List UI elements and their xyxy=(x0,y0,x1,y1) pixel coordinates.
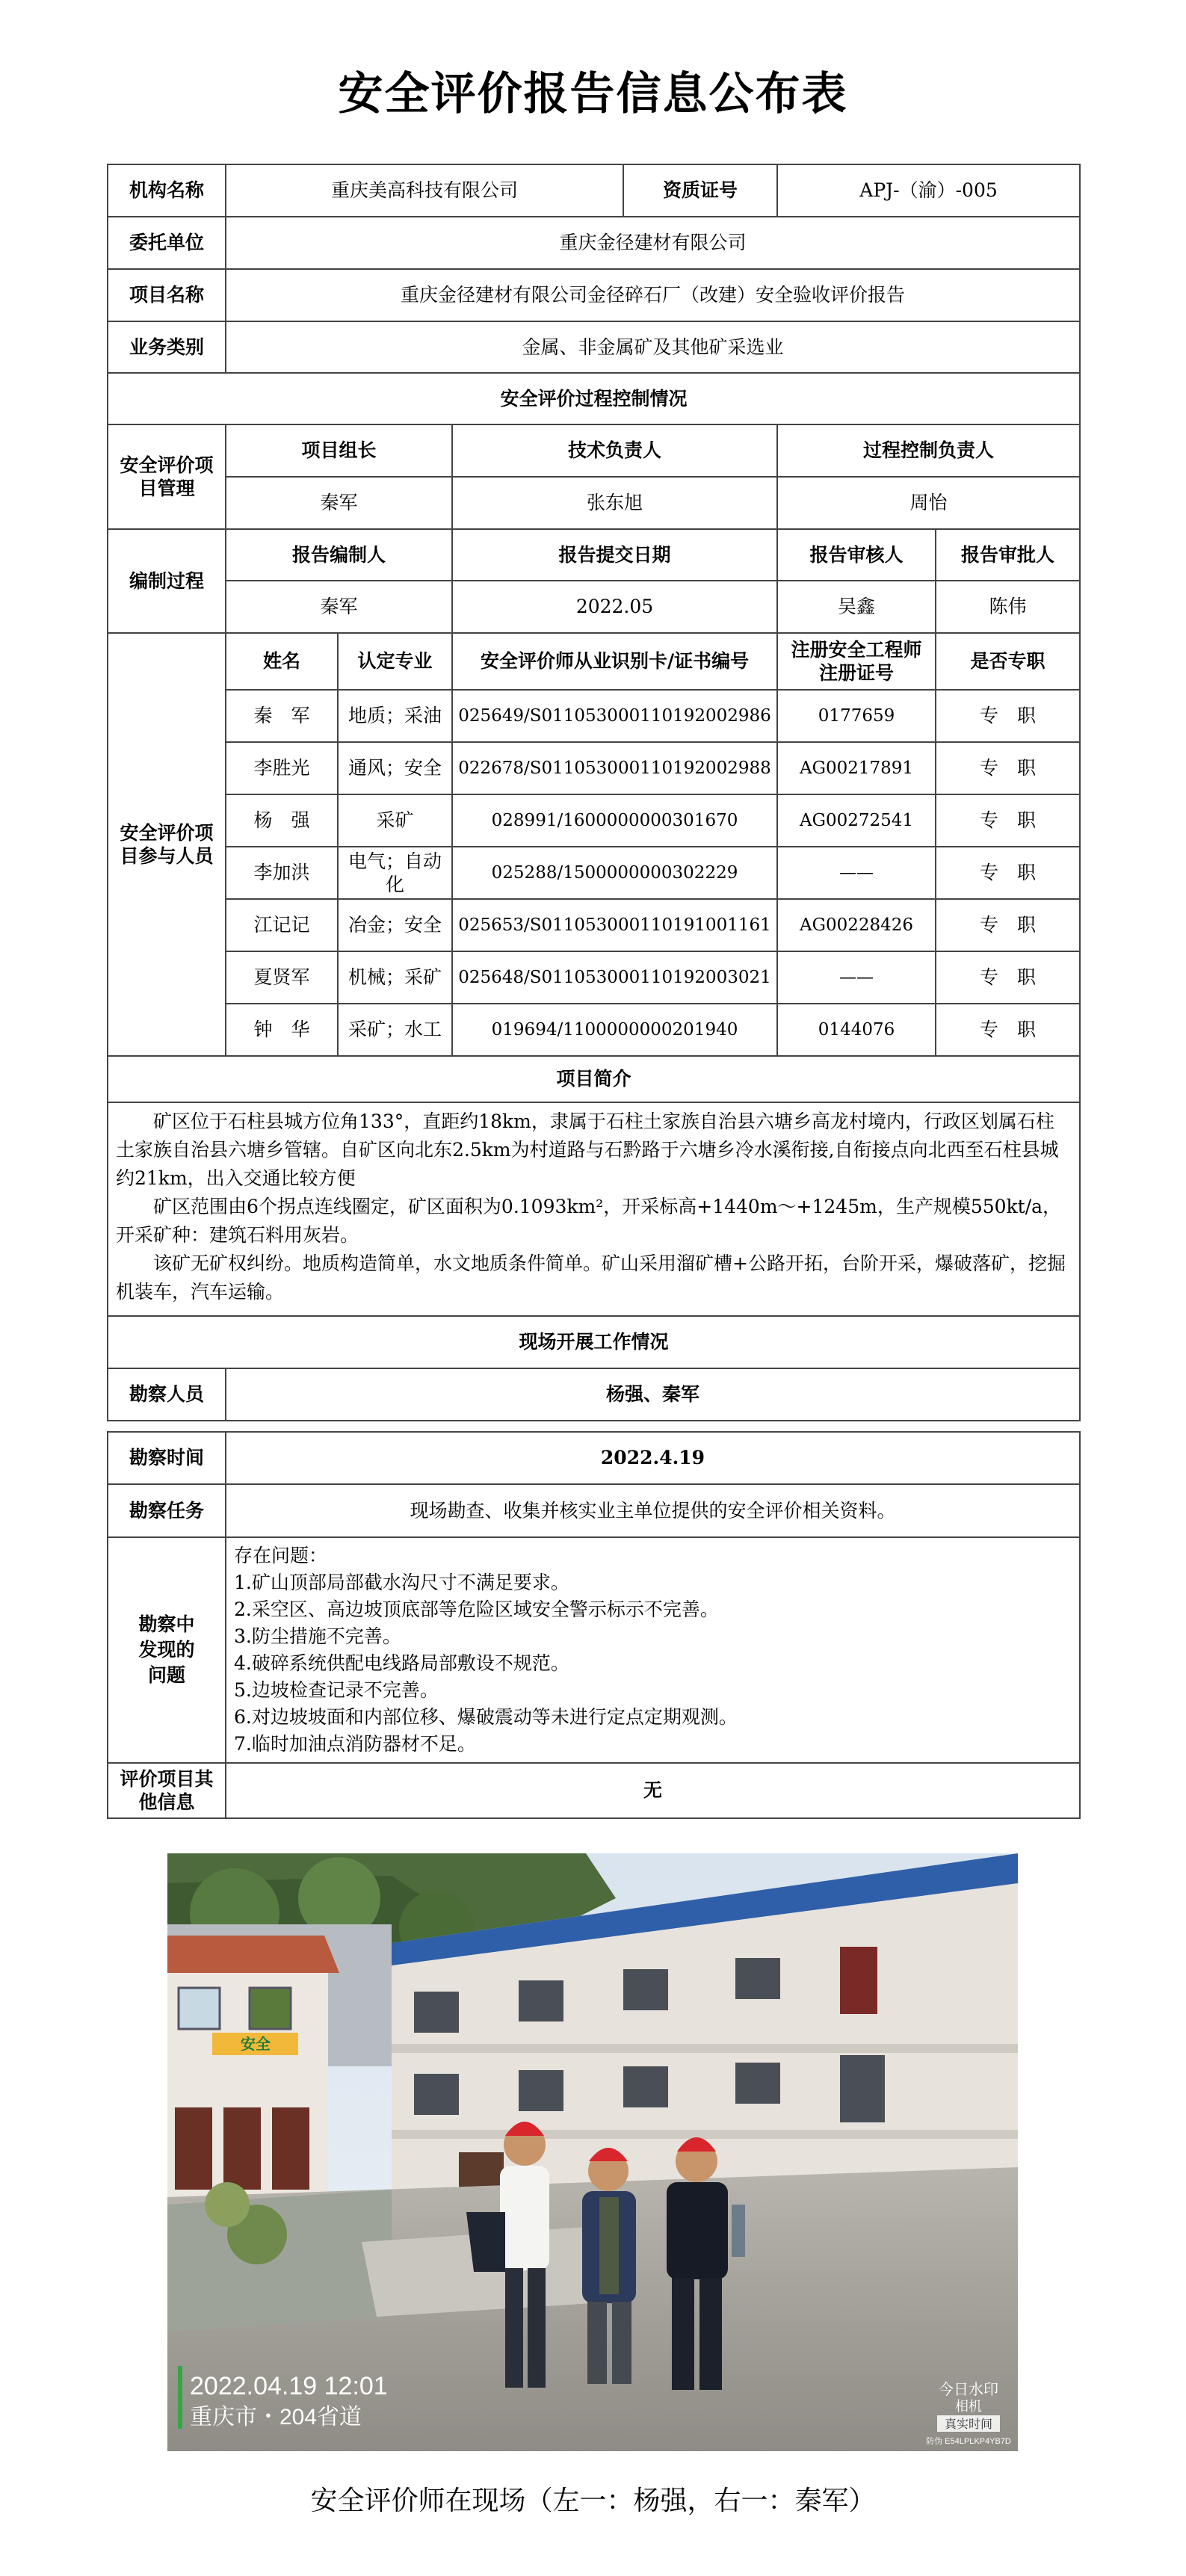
compile-header-author: 报告编制人 xyxy=(226,529,452,581)
watermark-code: 防伪 E54LPLKP4YB7D xyxy=(926,2437,1011,2446)
project-label: 项目名称 xyxy=(108,269,226,321)
mgmt-value-tech: 张东旭 xyxy=(452,477,777,529)
staff-major: 电气；自动化 xyxy=(338,847,452,899)
staff-header-major: 认定专业 xyxy=(338,633,452,690)
staff-reg: AG00217891 xyxy=(777,742,936,794)
surveyor-value: 杨强、秦军 xyxy=(226,1368,1080,1421)
photo-datetime-stamp: 2022.04.19 12:01 xyxy=(190,2372,388,2400)
staff-major: 冶金；安全 xyxy=(338,899,452,951)
staff-reg: —— xyxy=(777,847,936,899)
issue-item: 3.防尘措施不完善。 xyxy=(234,1625,401,1647)
staff-name: 李加洪 xyxy=(226,847,338,899)
issue-item: 5.边坡检查记录不完善。 xyxy=(234,1679,439,1701)
survey-table xyxy=(107,1431,1081,1819)
site-photo xyxy=(167,1853,1018,2451)
business-value: 金属、非金属矿及其他矿采选业 xyxy=(226,321,1080,373)
intro-paragraph: 该矿无矿权纠纷。地质构造简单，水文地质条件简单。矿山采用溜矿槽+公路开拓，台阶开采，爆破落矿，挖掘机装车，汽车运输。 xyxy=(116,1253,1066,1303)
survey-issue-list xyxy=(226,1537,1080,1763)
staff-major: 机械；采矿 xyxy=(338,951,452,1004)
watermark-line2: 相机 xyxy=(955,2399,982,2414)
staff-card: 019694/1100000000201940 xyxy=(452,1004,777,1056)
issue-item: 7.临时加油点消防器材不足。 xyxy=(234,1733,476,1755)
staff-major: 地质；采油 xyxy=(338,690,452,742)
staff-major: 通风；安全 xyxy=(338,742,452,794)
client-label: 委托单位 xyxy=(108,217,226,269)
staff-card: 025649/S011053000110192002986 xyxy=(452,690,777,742)
process-heading: 安全评价过程控制情况 xyxy=(108,373,1080,424)
project-value: 重庆金径建材有限公司金径碎石厂（改建）安全验收评价报告 xyxy=(226,269,1080,321)
staff-reg: 0144076 xyxy=(777,1004,936,1056)
surveyor-label: 勘察人员 xyxy=(108,1368,226,1421)
cert-value: APJ-（渝）-005 xyxy=(777,164,1080,217)
survey-task-value: 现场勘查、收集并核实业主单位提供的安全评价相关资料。 xyxy=(226,1484,1080,1537)
issue-title: 存在问题： xyxy=(234,1545,328,1566)
staff-major: 采矿；水工 xyxy=(338,1004,452,1056)
mgmt-value-leader: 秦军 xyxy=(226,477,452,529)
compile-value-approver: 陈伟 xyxy=(936,581,1080,633)
staff-reg: 0177659 xyxy=(777,690,936,742)
site-photo-scene xyxy=(167,1853,1018,2451)
compile-value-reviewer: 吴鑫 xyxy=(777,581,936,633)
photo-caption: 安全评价师在现场（左一：杨强，右一：秦军） xyxy=(310,2486,876,2516)
compile-label: 编制过程 xyxy=(108,529,226,633)
photo-location-stamp: 重庆市・204省道 xyxy=(190,2405,362,2430)
staff-fulltime: 专 职 xyxy=(936,690,1080,742)
staff-fulltime: 专 职 xyxy=(936,742,1080,794)
page-title: 安全评价报告信息公布表 xyxy=(338,68,848,120)
staff-name: 李胜光 xyxy=(226,742,338,794)
mgmt-header-tech: 技术负责人 xyxy=(452,424,777,477)
cert-label: 资质证号 xyxy=(623,164,777,217)
business-label: 业务类别 xyxy=(108,321,226,373)
mgmt-header-control: 过程控制负责人 xyxy=(777,424,1080,477)
staff-name: 杨 强 xyxy=(226,794,338,847)
survey-issue-label: 勘察中发现的问题 xyxy=(108,1537,226,1763)
other-info-label: 评价项目其他信息 xyxy=(108,1763,226,1818)
staff-label: 安全评价项目参与人员 xyxy=(108,633,226,1056)
issue-item: 6.对边坡坡面和内部位移、爆破震动等未进行定点定期观测。 xyxy=(234,1706,738,1728)
site-sign-text: 安全 xyxy=(241,2035,271,2053)
compile-value-author: 秦军 xyxy=(226,581,452,633)
intro-paragraph: 矿区位于石柱县城方位角133°，直距约18km，隶属于石柱土家族自治县六塘乡高龙村境内，行政区划属石柱土家族自治县六塘乡管辖。自矿区向北东2.5km为村道路与石黔路于六塘乡冷水溪衔接,自衔接点向北西至石柱县城约21km，出入交通比较方便 xyxy=(116,1111,1059,1189)
staff-name: 江记记 xyxy=(226,899,338,951)
staff-header-reg: 注册安全工程师注册证号 xyxy=(777,633,936,690)
mgmt-value-control: 周怡 xyxy=(777,477,1080,529)
staff-reg: AG00272541 xyxy=(777,794,936,847)
compile-header-date: 报告提交日期 xyxy=(452,529,777,581)
staff-reg: AG00228426 xyxy=(777,899,936,951)
intro-text xyxy=(108,1102,1080,1316)
other-info-value: 无 xyxy=(226,1763,1080,1818)
staff-card: 022678/S011053000110192002988 xyxy=(452,742,777,794)
staff-major: 采矿 xyxy=(338,794,452,847)
staff-fulltime: 专 职 xyxy=(936,794,1080,847)
field-heading: 现场开展工作情况 xyxy=(108,1316,1080,1368)
survey-time-label: 勘察时间 xyxy=(108,1432,226,1484)
staff-reg: —— xyxy=(777,951,936,1004)
watermark-line3: 真实时间 xyxy=(944,2418,993,2431)
staff-header-card: 安全评价师从业识别卡/证书编号 xyxy=(452,633,777,690)
survey-time-value: 2022.4.19 xyxy=(226,1432,1080,1484)
issue-item: 4.破碎系统供配电线路局部敷设不规范。 xyxy=(234,1652,569,1674)
compile-header-reviewer: 报告审核人 xyxy=(777,529,936,581)
staff-card: 025653/S011053000110191001161 xyxy=(452,899,777,951)
intro-paragraph: 矿区范围由6个拐点连线圈定，矿区面积为0.1093km²，开采标高+1440m～+1245m，生产规模550kt/a，开采矿种：建筑石料用灰岩。 xyxy=(116,1196,1062,1246)
org-value: 重庆美高科技有限公司 xyxy=(226,164,623,217)
compile-value-date: 2022.05 xyxy=(452,581,777,633)
client-value: 重庆金径建材有限公司 xyxy=(226,217,1080,269)
compile-header-approver: 报告审批人 xyxy=(936,529,1080,581)
staff-fulltime: 专 职 xyxy=(936,951,1080,1004)
staff-fulltime: 专 职 xyxy=(936,847,1080,899)
staff-header-name: 姓名 xyxy=(226,633,338,690)
staff-card: 028991/1600000000301670 xyxy=(452,794,777,847)
staff-fulltime: 专 职 xyxy=(936,1004,1080,1056)
survey-task-label: 勘察任务 xyxy=(108,1484,226,1537)
mgmt-header-leader: 项目组长 xyxy=(226,424,452,477)
mgmt-label: 安全评价项目管理 xyxy=(108,424,226,529)
staff-name: 夏贤军 xyxy=(226,951,338,1004)
org-label: 机构名称 xyxy=(108,164,226,217)
watermark-line1: 今日水印 xyxy=(939,2382,998,2398)
issue-item: 2.采空区、高边坡顶底部等危险区域安全警示标示不完善。 xyxy=(234,1599,719,1620)
info-table xyxy=(107,164,1081,1421)
staff-fulltime: 专 职 xyxy=(936,899,1080,951)
staff-name: 秦 军 xyxy=(226,690,338,742)
issue-item: 1.矿山顶部局部截水沟尺寸不满足要求。 xyxy=(234,1572,569,1593)
staff-card: 025648/S011053000110192003021 xyxy=(452,951,777,1004)
intro-heading: 项目简介 xyxy=(108,1056,1080,1102)
staff-header-fulltime: 是否专职 xyxy=(936,633,1080,690)
staff-name: 钟 华 xyxy=(226,1004,338,1056)
staff-card: 025288/1500000000302229 xyxy=(452,847,777,899)
